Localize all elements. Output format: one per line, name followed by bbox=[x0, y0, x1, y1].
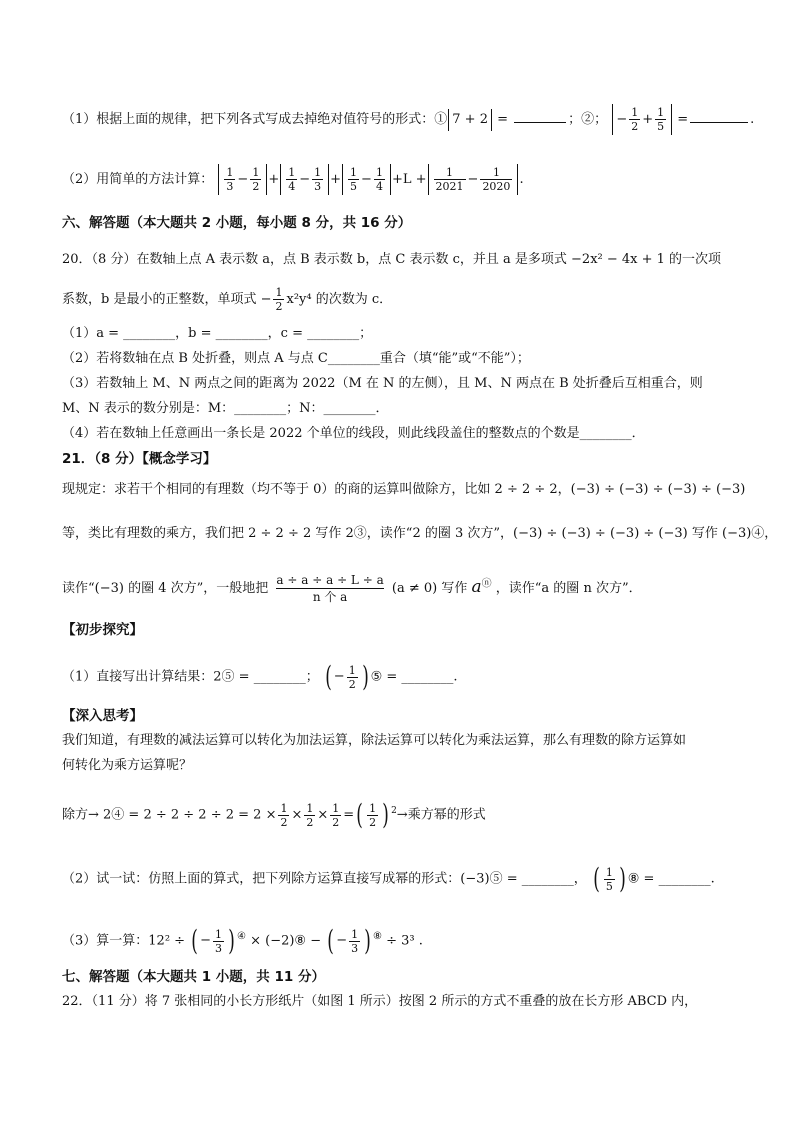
denominator: 2 bbox=[306, 815, 314, 829]
paren-expression: ( $\frac{1}{5}$ ) bbox=[593, 862, 626, 895]
denominator: 3 bbox=[226, 180, 234, 193]
numerator: 1 bbox=[492, 166, 500, 179]
denominator: 2 bbox=[631, 120, 639, 133]
abs-term-3: $\frac{1}{5}$ − $\frac{1}{4}$ bbox=[342, 164, 391, 195]
fraction bbox=[273, 286, 284, 313]
numerator: 1 bbox=[631, 106, 639, 119]
answer-blank[interactable] bbox=[690, 109, 748, 123]
deep-thinking-heading: 【深入思考】 bbox=[62, 708, 143, 724]
q20-intro: 20．（8 分）在数轴上点 A 表示数 a，点 B 表示数 b，点 C 表示数 c，并且 a 是多项式 −2x² − 4x + 1 的一次项 bbox=[62, 252, 722, 267]
denominator: 5 bbox=[657, 120, 665, 133]
section-6-heading: 六、解答题（本大题共 2 小题，每小题 8 分，共 16 分） bbox=[62, 215, 412, 231]
numerator: 1 bbox=[215, 927, 223, 941]
fraction bbox=[655, 106, 666, 133]
numerator: 1 bbox=[446, 166, 454, 179]
try-q2-b: ⑧ = ________. bbox=[627, 871, 715, 887]
q19-part2-lead: （2）用简单的方法计算： bbox=[62, 172, 214, 187]
ellipsis: L bbox=[402, 172, 412, 187]
denominator: 2 bbox=[369, 815, 377, 829]
paren-expression: ( − $\frac{1}{2}$ ) bbox=[325, 660, 369, 693]
period: . bbox=[519, 172, 524, 187]
abs-expr-1-text: 7 + 2 bbox=[452, 111, 488, 127]
try-q2-a: （2）试一试：仿照上面的算式，把下列除方运算直接写成幂的形式：(−3)⑤ = ________， bbox=[62, 871, 587, 887]
q21-def-3 bbox=[62, 572, 642, 605]
q20-intro-2-a: 系数，b 是最小的正整数，单项式 − bbox=[62, 292, 272, 307]
q21-def-1: 现规定：求若干个相同的有理数（均不等于 0）的商的运算叫做除方，比如 2 ÷ 2 ÷ 2，(−3) ÷ (−3) ÷ (−3) ÷ (−3) bbox=[62, 482, 746, 497]
calc-q3-c: ÷ 3³ . bbox=[386, 933, 423, 949]
try-q2 bbox=[62, 862, 715, 896]
deep-text-1: 我们知道，有理数的减法运算可以转化为加法运算，除法运算可以转化为乘法运算，那么有理数的除方运算如 bbox=[62, 733, 687, 748]
denominator: 2 bbox=[348, 677, 356, 691]
example-a: 除方→ 2④ = 2 ÷ 2 ÷ 2 ÷ 2 = 2 × bbox=[62, 807, 277, 823]
abs-expr-2: − $\frac{1}{2}$ + $\frac{1}{5}$ bbox=[612, 104, 672, 135]
paren-expression: ( − $\frac{1}{3}$ ) bbox=[191, 924, 235, 957]
q22-text: 22．（11 分）将 7 张相同的小长方形纸片（如图 1 所示）按图 2 所示的方式不重叠的放在长方形 ABCD 内， bbox=[62, 994, 698, 1009]
paren-expression: ( − $\frac{1}{3}$ ) bbox=[327, 924, 371, 957]
abs-term-2: $\frac{1}{4}$ − $\frac{1}{3}$ bbox=[280, 164, 329, 195]
equals-sign: = bbox=[497, 112, 509, 127]
denominator: 2 bbox=[332, 815, 340, 829]
overbrace-expression bbox=[276, 572, 383, 605]
numerator: 1 bbox=[226, 166, 234, 179]
numerator: 1 bbox=[306, 801, 314, 815]
q19-part2: （2）用简单的方法计算： $\frac{1}{3}$ − $\frac{1}{2}$ + $\frac{1}{4}$ − $\frac{1}{3}$ + $\frac{1}{5}$ − $\frac{1}{4}$ +L + $\frac{1}{2021}$ − $\frac{1}{2020}$ . bbox=[62, 166, 524, 193]
numerator: 1 bbox=[332, 801, 340, 815]
explore-heading: 【初步探究】 bbox=[62, 622, 143, 638]
denominator: 3 bbox=[314, 180, 322, 193]
denominator: 3 bbox=[351, 941, 359, 955]
numerator: 1 bbox=[275, 286, 283, 299]
numerator: 1 bbox=[605, 865, 613, 879]
abs-expr-1 bbox=[448, 109, 492, 131]
numerator: 1 bbox=[351, 927, 359, 941]
q21-def-3-a: 读作“(−3) 的圈 4 次方”，一般地把 bbox=[62, 581, 269, 596]
period: . bbox=[750, 112, 755, 127]
numerator: 1 bbox=[350, 166, 358, 179]
numerator: 1 bbox=[252, 166, 260, 179]
q19-part1: （1）根据上面的规律，把下列各式写成去掉绝对值符号的形式：① 7 + 2 = ；②； − $\frac{1}{2}$ + $\frac{1}{5}$ = . bbox=[62, 106, 755, 133]
q20-intro-2 bbox=[62, 286, 392, 313]
example-b: →乘方幂的形式 bbox=[396, 807, 486, 823]
brace-bottom: n 个 a bbox=[276, 588, 383, 605]
calc-q3: （3）算一算：12² ÷ ( − $\frac{1}{3}$ ) ④ × (−2)⑧ − ( − $\frac{1}{3}$ ) ⑧ ÷ 3³ . bbox=[62, 924, 423, 957]
circled-power-base: a bbox=[471, 577, 482, 597]
denominator: 2021 bbox=[435, 180, 464, 193]
q21-title: 21．（8 分）【概念学习】 bbox=[62, 451, 217, 467]
denominator: 4 bbox=[375, 180, 383, 193]
q20-part2: （2）若将数轴在点 B 处折叠，则点 A 与点 C________重合（填“能”或“不能”）； bbox=[62, 351, 530, 366]
explore-q1 bbox=[62, 660, 458, 694]
answer-blank[interactable] bbox=[514, 109, 566, 123]
q21-def-3-e: ，读作“a 的圈 n 次方”． bbox=[495, 581, 642, 596]
example-line: 除方→ 2④ = 2 ÷ 2 ÷ 2 ÷ 2 = 2 × $\frac{1}{2}$ × $\frac{1}{2}$ × $\frac{1}{2}$ = ( $\frac{1}{2}$ ) $^2$→乘方幂的形式 bbox=[62, 798, 486, 831]
deep-text-2: 何转化为乘方运算呢？ bbox=[62, 758, 193, 773]
abs-term-1: $\frac{1}{3}$ − $\frac{1}{2}$ bbox=[218, 164, 267, 195]
q21-def-3-b: (a ≠ 0) 写作 bbox=[391, 581, 468, 596]
fraction bbox=[629, 106, 640, 133]
numerator: 1 bbox=[280, 801, 288, 815]
section-7-heading: 七、解答题（本大题共 1 小题，共 11 分） bbox=[62, 969, 325, 985]
denominator: 3 bbox=[215, 941, 223, 955]
numerator: 1 bbox=[657, 106, 665, 119]
q19-part1-lead: （1）根据上面的规律，把下列各式写成去掉绝对值符号的形式：① bbox=[62, 112, 448, 127]
denominator: 5 bbox=[605, 879, 613, 893]
denominator: 2020 bbox=[482, 180, 511, 193]
brace-top: a ÷ a ÷ a ÷ L ÷ a bbox=[276, 573, 384, 587]
q20-part1: （1）a = ________，b = ________，c = ________； bbox=[62, 326, 373, 341]
numerator: 1 bbox=[288, 166, 296, 179]
q20-part4: （4）若在数轴上任意画出一条长是 2022 个单位的线段，则此线段盖住的整数点的个数是________． bbox=[62, 426, 645, 441]
q20-part3: （3）若数轴上 M、N 两点之间的距离为 2022（M 在 N 的左侧），且 M、N 两点在 B 处折叠后互相重合，则 bbox=[62, 376, 703, 391]
q20-intro-2-b: x²y⁴ 的次数为 c． bbox=[286, 292, 393, 307]
explore-q1-b: ⑤ = ________. bbox=[370, 669, 458, 685]
denominator: 2 bbox=[280, 815, 288, 829]
abs-term-4: $\frac{1}{2021}$ − $\frac{1}{2020}$ bbox=[428, 164, 519, 195]
numerator: 1 bbox=[369, 801, 377, 815]
q21-def-2: 等，类比有理数的乘方，我们把 2 ÷ 2 ÷ 2 写作 2③，读作“2 的圈 3 次方”，(−3) ÷ (−3) ÷ (−3) ÷ (−3) 写作 (−3)④， bbox=[62, 526, 778, 541]
numerator: 1 bbox=[314, 166, 322, 179]
circled-n: ⓝ bbox=[481, 578, 492, 590]
numerator: 1 bbox=[375, 166, 383, 179]
denominator: 2 bbox=[275, 300, 283, 313]
denominator: 2 bbox=[252, 180, 260, 193]
denominator: 5 bbox=[350, 180, 358, 193]
calc-q3-a: （3）算一算：12² ÷ bbox=[62, 933, 186, 949]
numerator: 1 bbox=[348, 663, 356, 677]
denominator: 4 bbox=[288, 180, 296, 193]
calc-q3-b: × (−2)⑧ − bbox=[250, 933, 322, 949]
explore-q1-a: （1）直接写出计算结果：2⑤ = ________； bbox=[62, 669, 319, 685]
q20-part3-b: M、N 表示的数分别是：M：________；N：________． bbox=[62, 401, 389, 416]
